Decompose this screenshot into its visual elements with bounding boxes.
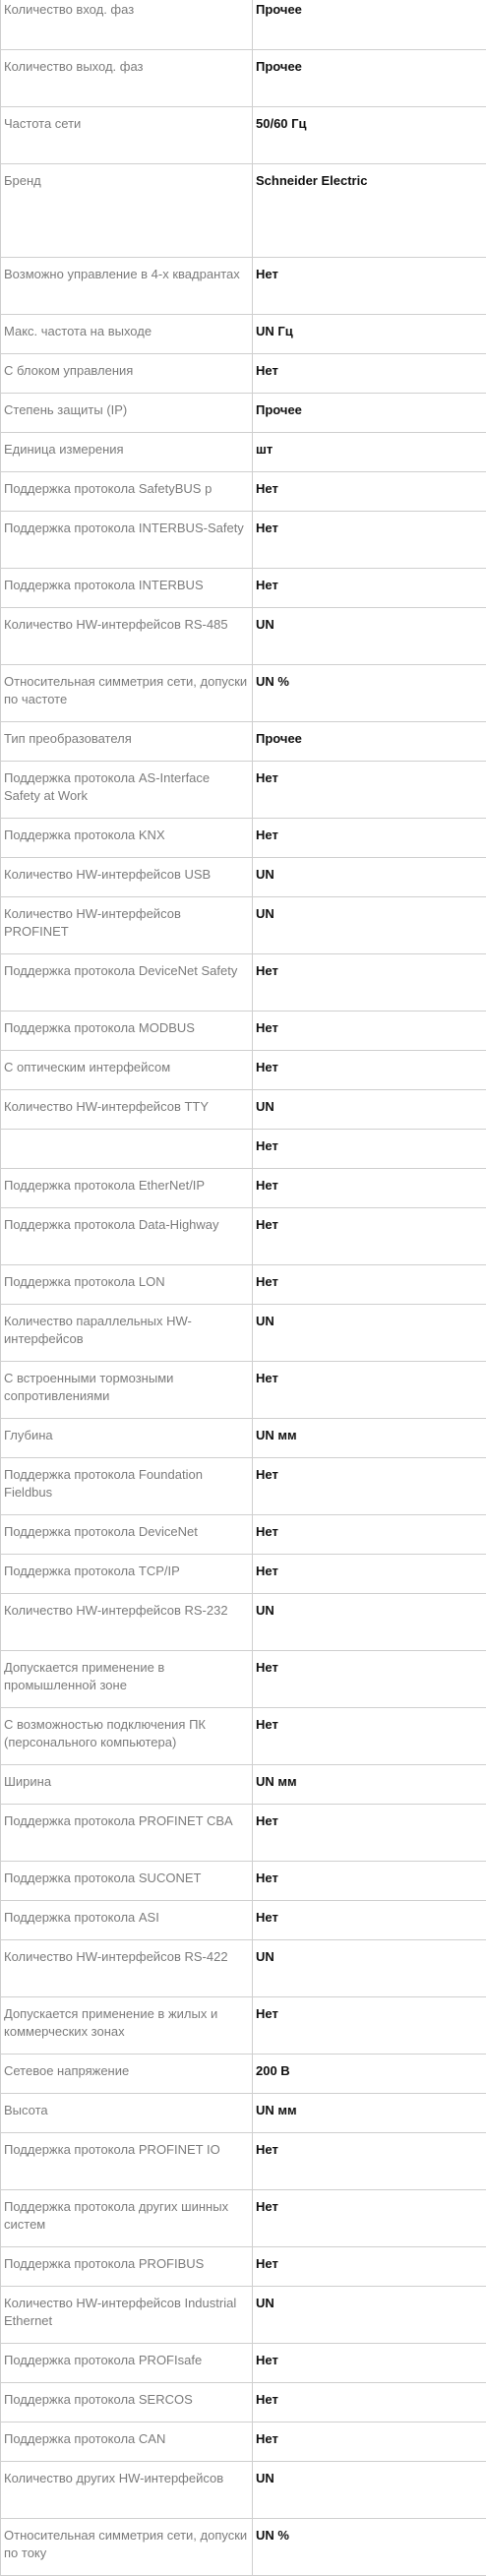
spec-row [1, 2287, 486, 2344]
spec-value: шт [253, 433, 486, 472]
spec-name: Высота [1, 2094, 253, 2133]
spec-name: Количество HW-интерфейсов PROFINET [1, 897, 253, 954]
spec-row [1, 354, 486, 394]
spec-row [1, 2247, 486, 2287]
spec-name: Поддержка протокола PROFIsafe [1, 2344, 253, 2383]
spec-value: Нет [253, 2190, 486, 2247]
spec-value: Нет [253, 1862, 486, 1901]
spec-value: 50/60 Гц [253, 107, 486, 164]
spec-name: Допускается применение в промышленной зоне [1, 1651, 253, 1708]
spec-value: Нет [253, 1997, 486, 2055]
spec-value: Нет [253, 1012, 486, 1051]
spec-name: С возможностью подключения ПК (персонального компьютера) [1, 1708, 253, 1765]
spec-name: Количество выход. фаз [1, 50, 253, 107]
spec-name: Тип преобразователя [1, 722, 253, 762]
spec-name: Количество HW-интерфейсов RS-232 [1, 1594, 253, 1651]
spec-value: Schneider Electric [253, 164, 486, 258]
spec-row [1, 2383, 486, 2423]
spec-name: Поддержка протокола EtherNet/IP [1, 1169, 253, 1208]
spec-value: Нет [253, 472, 486, 512]
spec-row [1, 2462, 486, 2519]
spec-name: Поддержка протокола LON [1, 1265, 253, 1305]
spec-value: UN [253, 2287, 486, 2344]
spec-value: Нет [253, 1651, 486, 1708]
spec-row [1, 2190, 486, 2247]
spec-row [1, 107, 486, 164]
spec-value: Прочее [253, 0, 486, 50]
spec-value: Нет [253, 258, 486, 315]
spec-value: Нет [253, 1515, 486, 1555]
spec-row [1, 394, 486, 433]
spec-name: Поддержка протокола PROFINET CBA [1, 1805, 253, 1862]
spec-name: Поддержка протокола TCP/IP [1, 1555, 253, 1594]
spec-row [1, 665, 486, 722]
spec-name: Поддержка протокола SafetyBUS p [1, 472, 253, 512]
specifications-table-body [1, 0, 486, 2576]
spec-row [1, 819, 486, 858]
spec-row [1, 50, 486, 107]
spec-row [1, 1169, 486, 1208]
spec-value: Нет [253, 1708, 486, 1765]
spec-name: Поддержка протокола INTERBUS-Safety [1, 512, 253, 569]
spec-row [1, 1458, 486, 1515]
spec-value: Нет [253, 569, 486, 608]
spec-name: Бренд [1, 164, 253, 258]
spec-row [1, 1555, 486, 1594]
spec-row [1, 954, 486, 1012]
spec-row [1, 1940, 486, 1997]
spec-value: UN [253, 897, 486, 954]
spec-row [1, 1090, 486, 1130]
spec-row [1, 512, 486, 569]
spec-name: Относительная симметрия сети, допуски по току [1, 2519, 253, 2576]
spec-row [1, 0, 486, 50]
spec-row [1, 2344, 486, 2383]
spec-value: Прочее [253, 722, 486, 762]
spec-name: Поддержка протокола INTERBUS [1, 569, 253, 608]
spec-name: Поддержка протокола MODBUS [1, 1012, 253, 1051]
spec-value: Нет [253, 354, 486, 394]
spec-row [1, 2055, 486, 2094]
spec-row [1, 897, 486, 954]
spec-value: UN [253, 858, 486, 897]
spec-name: Поддержка протокола DeviceNet [1, 1515, 253, 1555]
spec-row [1, 1594, 486, 1651]
spec-name: Поддержка протокола AS-Interface Safety at Work [1, 762, 253, 819]
spec-row [1, 1419, 486, 1458]
spec-row [1, 1012, 486, 1051]
spec-row [1, 1051, 486, 1090]
spec-value: Нет [253, 1130, 486, 1169]
spec-value: Прочее [253, 394, 486, 433]
spec-name: Поддержка протокола DeviceNet Safety [1, 954, 253, 1012]
spec-row [1, 1862, 486, 1901]
spec-name: Количество вход. фаз [1, 0, 253, 50]
spec-value: UN [253, 1940, 486, 1997]
spec-name: Поддержка протокола ASI [1, 1901, 253, 1940]
spec-value: UN [253, 2462, 486, 2519]
spec-row [1, 762, 486, 819]
spec-name: Допускается применение в жилых и коммерческих зонах [1, 1997, 253, 2055]
spec-value: Нет [253, 1362, 486, 1419]
spec-row [1, 1305, 486, 1362]
spec-name: Количество HW-интерфейсов RS-422 [1, 1940, 253, 1997]
spec-row [1, 1651, 486, 1708]
spec-row [1, 258, 486, 315]
spec-value: Нет [253, 762, 486, 819]
spec-row [1, 1805, 486, 1862]
spec-name: Количество HW-интерфейсов RS-485 [1, 608, 253, 665]
spec-name: Количество других HW-интерфейсов [1, 2462, 253, 2519]
spec-name: Поддержка протокола Foundation Fieldbus [1, 1458, 253, 1515]
spec-name: Поддержка протокола KNX [1, 819, 253, 858]
spec-value: Нет [253, 1208, 486, 1265]
spec-value: UN мм [253, 1765, 486, 1805]
spec-row [1, 1997, 486, 2055]
spec-row [1, 1362, 486, 1419]
spec-name: Степень защиты (IP) [1, 394, 253, 433]
spec-row [1, 164, 486, 258]
spec-value: UN [253, 1090, 486, 1130]
spec-name: Поддержка протокола CAN [1, 2423, 253, 2462]
spec-value: UN мм [253, 1419, 486, 1458]
spec-name: Ширина [1, 1765, 253, 1805]
spec-row [1, 315, 486, 354]
spec-row [1, 2423, 486, 2462]
spec-value: UN % [253, 665, 486, 722]
spec-name: Единица измерения [1, 433, 253, 472]
spec-value: Нет [253, 1051, 486, 1090]
spec-value: Нет [253, 2344, 486, 2383]
spec-value: Нет [253, 2247, 486, 2287]
spec-name: Количество параллельных HW-интерфейсов [1, 1305, 253, 1362]
spec-name [1, 1130, 253, 1169]
spec-value: UN Гц [253, 315, 486, 354]
spec-row [1, 1515, 486, 1555]
spec-value: UN [253, 1594, 486, 1651]
spec-name: С оптическим интерфейсом [1, 1051, 253, 1090]
spec-row [1, 2133, 486, 2190]
spec-name: Количество HW-интерфейсов Industrial Ethernet [1, 2287, 253, 2344]
spec-name: Макс. частота на выходе [1, 315, 253, 354]
spec-name: Поддержка протокола PROFINET IO [1, 2133, 253, 2190]
spec-value: Нет [253, 2133, 486, 2190]
spec-row [1, 1765, 486, 1805]
spec-name: Относительная симметрия сети, допуски по частоте [1, 665, 253, 722]
spec-row [1, 1901, 486, 1940]
spec-name: Поддержка протокола Data-Highway [1, 1208, 253, 1265]
spec-name: Поддержка протокола других шинных систем [1, 2190, 253, 2247]
spec-value: UN [253, 1305, 486, 1362]
spec-name: Возможно управление в 4-х квадрантах [1, 258, 253, 315]
spec-value: UN % [253, 2519, 486, 2576]
spec-row [1, 1208, 486, 1265]
spec-value: Нет [253, 2383, 486, 2423]
spec-value: Нет [253, 1458, 486, 1515]
spec-row [1, 858, 486, 897]
spec-value: Нет [253, 1805, 486, 1862]
spec-name: С встроенными тормозными сопротивлениями [1, 1362, 253, 1419]
spec-row [1, 608, 486, 665]
spec-name: Поддержка протокола SERCOS [1, 2383, 253, 2423]
spec-value: Прочее [253, 50, 486, 107]
spec-name: Сетевое напряжение [1, 2055, 253, 2094]
spec-row [1, 1130, 486, 1169]
spec-value: Нет [253, 819, 486, 858]
spec-name: Поддержка протокола SUCONET [1, 1862, 253, 1901]
spec-name: С блоком управления [1, 354, 253, 394]
spec-name: Глубина [1, 1419, 253, 1458]
spec-value: Нет [253, 2423, 486, 2462]
spec-value: UN [253, 608, 486, 665]
spec-name: Поддержка протокола PROFIBUS [1, 2247, 253, 2287]
spec-row [1, 2519, 486, 2576]
spec-name: Частота сети [1, 107, 253, 164]
spec-row [1, 2094, 486, 2133]
spec-name: Количество HW-интерфейсов TTY [1, 1090, 253, 1130]
spec-row [1, 472, 486, 512]
spec-row [1, 1708, 486, 1765]
spec-name: Количество HW-интерфейсов USB [1, 858, 253, 897]
spec-value: Нет [253, 954, 486, 1012]
spec-value: Нет [253, 1901, 486, 1940]
spec-value: Нет [253, 1169, 486, 1208]
spec-value: Нет [253, 1265, 486, 1305]
spec-value: UN мм [253, 2094, 486, 2133]
spec-row [1, 722, 486, 762]
spec-row [1, 569, 486, 608]
spec-row [1, 1265, 486, 1305]
spec-value: 200 В [253, 2055, 486, 2094]
spec-row [1, 433, 486, 472]
spec-value: Нет [253, 512, 486, 569]
spec-value: Нет [253, 1555, 486, 1594]
